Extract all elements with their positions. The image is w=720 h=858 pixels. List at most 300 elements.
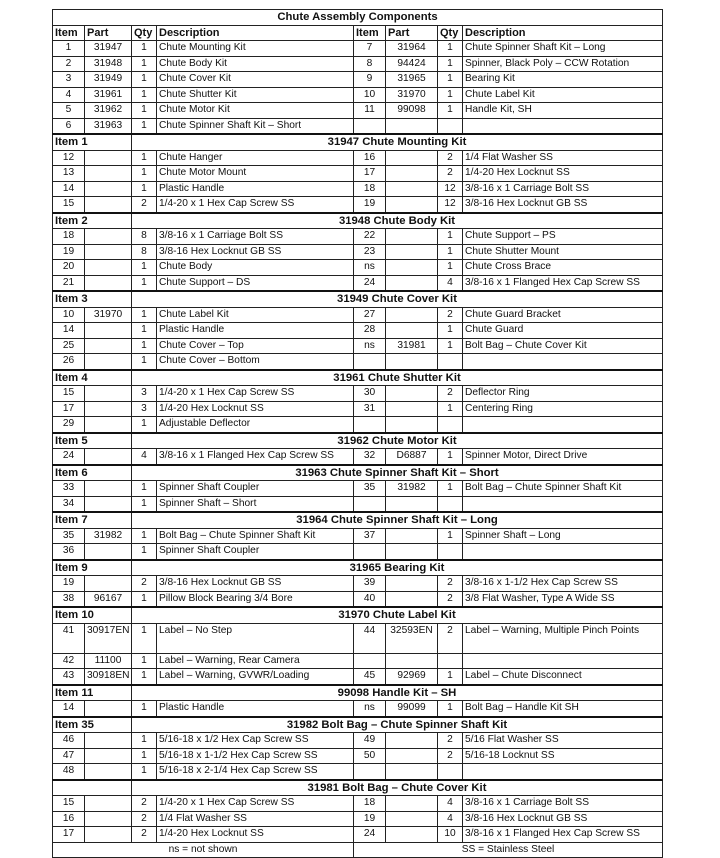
item-cell: 19: [354, 811, 386, 827]
part-cell: [85, 417, 132, 433]
item-cell: 37: [354, 528, 386, 544]
part-cell: 96167: [85, 591, 132, 607]
part-cell: [85, 748, 132, 764]
part-cell: [386, 653, 438, 669]
item-cell: 32: [354, 449, 386, 465]
table-row: [53, 229, 663, 245]
section-header-row: [53, 134, 663, 150]
part-cell: 31947: [85, 41, 132, 57]
description-cell: Bolt Bag – Chute Spinner Shaft Kit: [157, 528, 354, 544]
qty-cell: 1: [132, 669, 157, 685]
item-cell: 22: [354, 229, 386, 245]
qty-cell: 1: [132, 260, 157, 276]
qty-cell: 4: [438, 275, 463, 291]
description-cell: 3/8-16 x 1 Carriage Bolt SS: [463, 181, 663, 197]
qty-cell: 1: [132, 653, 157, 669]
table-row: [53, 669, 663, 685]
description-cell: Pillow Block Bearing 3/4 Bore: [157, 591, 354, 607]
description-cell: Spinner Shaft – Long: [463, 528, 663, 544]
section-kit-title: 31964 Chute Spinner Shaft Kit – Long: [132, 512, 663, 528]
item-cell: 15: [53, 386, 85, 402]
qty-cell: [438, 417, 463, 433]
item-cell: 33: [53, 481, 85, 497]
qty-cell: 1: [132, 623, 157, 653]
description-cell: Spinner Shaft – Short: [157, 496, 354, 512]
part-cell: [386, 118, 438, 134]
part-cell: [85, 764, 132, 780]
section-header-row: [53, 433, 663, 449]
item-cell: 16: [53, 811, 85, 827]
description-cell: Label – Chute Disconnect: [463, 669, 663, 685]
table-row: [53, 528, 663, 544]
description-cell: Chute Guard: [463, 323, 663, 339]
section-kit-title: 31961 Chute Shutter Kit: [132, 370, 663, 386]
description-cell: Chute Support – DS: [157, 275, 354, 291]
part-cell: 31949: [85, 72, 132, 88]
section-header-row: [53, 465, 663, 481]
qty-cell: 1: [132, 41, 157, 57]
part-cell: 30918EN: [85, 669, 132, 685]
section-header-row: [53, 780, 663, 796]
description-cell: Adjustable Deflector: [157, 417, 354, 433]
item-cell: [354, 354, 386, 370]
description-cell: Handle Kit, SH: [463, 103, 663, 119]
part-cell: [386, 528, 438, 544]
item-cell: 20: [53, 260, 85, 276]
table-row: [53, 653, 663, 669]
description-cell: Chute Hanger: [157, 150, 354, 166]
section-kit-title: 31962 Chute Motor Kit: [132, 433, 663, 449]
item-cell: 17: [53, 401, 85, 417]
qty-cell: 1: [132, 591, 157, 607]
item-cell: 49: [354, 733, 386, 749]
item-cell: 5: [53, 103, 85, 119]
item-cell: 39: [354, 576, 386, 592]
part-cell: [85, 811, 132, 827]
item-cell: 38: [53, 591, 85, 607]
part-cell: D6887: [386, 449, 438, 465]
description-cell: Centering Ring: [463, 401, 663, 417]
description-cell: [463, 544, 663, 560]
item-cell: 6: [53, 118, 85, 134]
part-cell: [386, 544, 438, 560]
part-cell: [386, 260, 438, 276]
part-cell: [85, 150, 132, 166]
qty-cell: 1: [132, 733, 157, 749]
table-row: [53, 338, 663, 354]
part-cell: [386, 764, 438, 780]
description-cell: 3/8-16 x 1 Flanged Hex Cap Screw SS: [157, 449, 354, 465]
table-row: [53, 386, 663, 402]
section-kit-title: 31981 Bolt Bag – Chute Cover Kit: [132, 780, 663, 796]
part-cell: 31981: [386, 338, 438, 354]
section-item-label: Item 5: [53, 433, 132, 449]
part-cell: [386, 354, 438, 370]
item-cell: 13: [53, 166, 85, 182]
qty-cell: 1: [132, 496, 157, 512]
table-row: [53, 323, 663, 339]
header-part: Part: [85, 25, 132, 41]
qty-cell: 1: [132, 118, 157, 134]
part-cell: [85, 197, 132, 213]
description-cell: 3/8-16 x 1-1/2 Hex Cap Screw SS: [463, 576, 663, 592]
description-cell: Chute Cover Kit: [157, 72, 354, 88]
item-cell: 24: [53, 449, 85, 465]
description-cell: 1/4 Flat Washer SS: [157, 811, 354, 827]
item-cell: 17: [354, 166, 386, 182]
description-cell: 3/8-16 Hex Locknut GB SS: [157, 244, 354, 260]
qty-cell: 10: [438, 827, 463, 843]
description-cell: Chute Spinner Shaft Kit – Short: [157, 118, 354, 134]
column-header-row: [53, 25, 663, 41]
item-cell: 21: [53, 275, 85, 291]
item-cell: 24: [354, 827, 386, 843]
table-row: [53, 449, 663, 465]
item-cell: 30: [354, 386, 386, 402]
qty-cell: 1: [438, 323, 463, 339]
qty-cell: 2: [438, 623, 463, 653]
item-cell: [354, 118, 386, 134]
part-cell: 31982: [386, 481, 438, 497]
footer-row: [53, 842, 663, 858]
qty-cell: 1: [132, 166, 157, 182]
qty-cell: 1: [438, 260, 463, 276]
part-cell: [85, 386, 132, 402]
item-cell: [354, 544, 386, 560]
item-cell: ns: [354, 338, 386, 354]
section-item-label: Item 2: [53, 213, 132, 229]
qty-cell: 3: [132, 386, 157, 402]
section-item-label: Item 7: [53, 512, 132, 528]
part-cell: [85, 449, 132, 465]
description-cell: Chute Cover – Top: [157, 338, 354, 354]
qty-cell: 2: [438, 307, 463, 323]
part-cell: [85, 260, 132, 276]
qty-cell: 1: [132, 338, 157, 354]
qty-cell: 2: [438, 150, 463, 166]
qty-cell: 2: [132, 827, 157, 843]
item-cell: 34: [53, 496, 85, 512]
item-cell: 28: [354, 323, 386, 339]
item-cell: 42: [53, 653, 85, 669]
part-cell: 31962: [85, 103, 132, 119]
description-cell: Chute Mounting Kit: [157, 41, 354, 57]
qty-cell: 1: [438, 528, 463, 544]
section-kit-title: 31948 Chute Body Kit: [132, 213, 663, 229]
description-cell: Label – Warning, Multiple Pinch Points: [463, 623, 663, 653]
table-row: [53, 275, 663, 291]
description-cell: Chute Shutter Kit: [157, 87, 354, 103]
part-cell: [85, 701, 132, 717]
part-cell: [386, 796, 438, 812]
table-row: [53, 41, 663, 57]
section-kit-title: 31947 Chute Mounting Kit: [132, 134, 663, 150]
item-cell: 10: [53, 307, 85, 323]
item-cell: 9: [354, 72, 386, 88]
qty-cell: 1: [132, 275, 157, 291]
item-cell: 47: [53, 748, 85, 764]
parts-table: [52, 9, 663, 858]
qty-cell: 1: [132, 323, 157, 339]
part-cell: [85, 338, 132, 354]
item-cell: 8: [354, 56, 386, 72]
description-cell: [463, 764, 663, 780]
qty-cell: 1: [438, 72, 463, 88]
item-cell: ns: [354, 260, 386, 276]
header-part: Part: [386, 25, 438, 41]
part-cell: [85, 496, 132, 512]
part-cell: [386, 417, 438, 433]
description-cell: 1/4-20 x 1 Hex Cap Screw SS: [157, 197, 354, 213]
part-cell: [386, 591, 438, 607]
item-cell: 36: [53, 544, 85, 560]
description-cell: Chute Label Kit: [463, 87, 663, 103]
qty-cell: 2: [438, 733, 463, 749]
qty-cell: 1: [438, 401, 463, 417]
part-cell: [85, 481, 132, 497]
header-description: Description: [157, 25, 354, 41]
part-cell: 31970: [386, 87, 438, 103]
qty-cell: 1: [132, 748, 157, 764]
item-cell: 17: [53, 827, 85, 843]
description-cell: Chute Spinner Shaft Kit – Long: [463, 41, 663, 57]
qty-cell: 1: [438, 481, 463, 497]
description-cell: 3/8-16 x 1 Carriage Bolt SS: [463, 796, 663, 812]
description-cell: Plastic Handle: [157, 181, 354, 197]
part-cell: [386, 576, 438, 592]
item-cell: [354, 417, 386, 433]
qty-cell: 1: [438, 103, 463, 119]
description-cell: 1/4-20 Hex Locknut SS: [157, 401, 354, 417]
part-cell: [85, 275, 132, 291]
table-row: [53, 354, 663, 370]
item-cell: 14: [53, 701, 85, 717]
description-cell: 5/16-18 x 1/2 Hex Cap Screw SS: [157, 733, 354, 749]
description-cell: 3/8-16 Hex Locknut GB SS: [463, 197, 663, 213]
part-cell: 31982: [85, 528, 132, 544]
item-cell: 35: [53, 528, 85, 544]
item-cell: 15: [53, 197, 85, 213]
item-cell: 10: [354, 87, 386, 103]
description-cell: Chute Support – PS: [463, 229, 663, 245]
table-row: [53, 701, 663, 717]
header-item: Item: [354, 25, 386, 41]
qty-cell: 2: [438, 386, 463, 402]
part-cell: [85, 229, 132, 245]
header-qty: Qty: [132, 25, 157, 41]
section-item-label: Item 35: [53, 717, 132, 733]
part-cell: 31965: [386, 72, 438, 88]
item-cell: 12: [53, 150, 85, 166]
item-cell: 31: [354, 401, 386, 417]
part-cell: 94424: [386, 56, 438, 72]
item-cell: 29: [53, 417, 85, 433]
description-cell: 3/8-16 x 1 Flanged Hex Cap Screw SS: [463, 275, 663, 291]
part-cell: [386, 827, 438, 843]
qty-cell: [438, 544, 463, 560]
description-cell: Label – Warning, GVWR/Loading: [157, 669, 354, 685]
description-cell: Chute Motor Kit: [157, 103, 354, 119]
item-cell: 14: [53, 323, 85, 339]
item-cell: 19: [53, 244, 85, 260]
description-cell: [463, 653, 663, 669]
description-cell: Spinner Shaft Coupler: [157, 544, 354, 560]
qty-cell: 1: [132, 764, 157, 780]
item-cell: 18: [354, 181, 386, 197]
item-cell: 15: [53, 796, 85, 812]
part-cell: [85, 244, 132, 260]
description-cell: Chute Body: [157, 260, 354, 276]
item-cell: [354, 764, 386, 780]
part-cell: [386, 386, 438, 402]
table-row: [53, 827, 663, 843]
description-cell: Chute Shutter Mount: [463, 244, 663, 260]
description-cell: 1/4-20 x 1 Hex Cap Screw SS: [157, 386, 354, 402]
part-cell: [386, 748, 438, 764]
section-kit-title: 31963 Chute Spinner Shaft Kit – Short: [132, 465, 663, 481]
section-kit-title: 31970 Chute Label Kit: [132, 607, 663, 623]
item-cell: 43: [53, 669, 85, 685]
section-header-row: [53, 291, 663, 307]
item-cell: 46: [53, 733, 85, 749]
description-cell: Spinner Shaft Coupler: [157, 481, 354, 497]
part-cell: [85, 166, 132, 182]
qty-cell: 2: [438, 748, 463, 764]
table-row: [53, 181, 663, 197]
description-cell: Plastic Handle: [157, 323, 354, 339]
qty-cell: 1: [132, 150, 157, 166]
item-cell: 35: [354, 481, 386, 497]
qty-cell: 1: [132, 417, 157, 433]
qty-cell: [438, 496, 463, 512]
table-row: [53, 417, 663, 433]
header-qty: Qty: [438, 25, 463, 41]
part-cell: [85, 181, 132, 197]
description-cell: Bolt Bag – Handle Kit SH: [463, 701, 663, 717]
table-row: [53, 244, 663, 260]
qty-cell: 1: [438, 87, 463, 103]
part-cell: [386, 811, 438, 827]
item-cell: 16: [354, 150, 386, 166]
qty-cell: 8: [132, 244, 157, 260]
part-cell: 92969: [386, 669, 438, 685]
part-cell: 31963: [85, 118, 132, 134]
qty-cell: 1: [438, 669, 463, 685]
description-cell: Spinner, Black Poly – CCW Rotation: [463, 56, 663, 72]
qty-cell: 1: [132, 544, 157, 560]
description-cell: 3/8-16 Hex Locknut GB SS: [463, 811, 663, 827]
part-cell: [386, 307, 438, 323]
table-row: [53, 764, 663, 780]
table-row: [53, 150, 663, 166]
item-cell: [354, 653, 386, 669]
part-cell: [85, 323, 132, 339]
part-cell: [386, 150, 438, 166]
description-cell: [463, 354, 663, 370]
part-cell: 11100: [85, 653, 132, 669]
table-row: [53, 307, 663, 323]
description-cell: 5/16-18 x 2-1/4 Hex Cap Screw SS: [157, 764, 354, 780]
qty-cell: [438, 764, 463, 780]
section-item-label: Item 9: [53, 560, 132, 576]
qty-cell: 2: [132, 811, 157, 827]
description-cell: 1/4-20 x 1 Hex Cap Screw SS: [157, 796, 354, 812]
part-cell: 31961: [85, 87, 132, 103]
description-cell: 3/8 Flat Washer, Type A Wide SS: [463, 591, 663, 607]
description-cell: 1/4-20 Hex Locknut SS: [463, 166, 663, 182]
qty-cell: 1: [132, 481, 157, 497]
table-row: [53, 118, 663, 134]
description-cell: [463, 118, 663, 134]
part-cell: [85, 354, 132, 370]
qty-cell: 4: [132, 449, 157, 465]
section-item-label: Item 3: [53, 291, 132, 307]
description-cell: 5/16-18 Locknut SS: [463, 748, 663, 764]
section-kit-title: 31982 Bolt Bag – Chute Spinner Shaft Kit: [132, 717, 663, 733]
qty-cell: 4: [438, 796, 463, 812]
table-row: [53, 87, 663, 103]
qty-cell: 1: [132, 528, 157, 544]
description-cell: Chute Motor Mount: [157, 166, 354, 182]
part-cell: [386, 401, 438, 417]
description-cell: Chute Cover – Bottom: [157, 354, 354, 370]
table-row: [53, 56, 663, 72]
item-cell: 19: [53, 576, 85, 592]
item-cell: 48: [53, 764, 85, 780]
table-row: [53, 481, 663, 497]
description-cell: Chute Label Kit: [157, 307, 354, 323]
item-cell: 45: [354, 669, 386, 685]
part-cell: 30917EN: [85, 623, 132, 653]
section-item-label: Item 4: [53, 370, 132, 386]
table-row: [53, 576, 663, 592]
qty-cell: 1: [132, 72, 157, 88]
section-item-label: Item 6: [53, 465, 132, 481]
item-cell: 2: [53, 56, 85, 72]
qty-cell: 1: [438, 56, 463, 72]
description-cell: [463, 417, 663, 433]
qty-cell: 12: [438, 197, 463, 213]
section-kit-title: 99098 Handle Kit – SH: [132, 685, 663, 701]
description-cell: Chute Guard Bracket: [463, 307, 663, 323]
item-cell: 41: [53, 623, 85, 653]
table-row: [53, 103, 663, 119]
description-cell: Label – No Step: [157, 623, 354, 653]
qty-cell: [438, 354, 463, 370]
section-item-label: [53, 780, 132, 796]
section-item-label: Item 10: [53, 607, 132, 623]
part-cell: [386, 166, 438, 182]
part-cell: 31970: [85, 307, 132, 323]
table-row: [53, 811, 663, 827]
section-kit-title: 31949 Chute Cover Kit: [132, 291, 663, 307]
part-cell: [85, 796, 132, 812]
section-header-row: [53, 607, 663, 623]
part-cell: [85, 576, 132, 592]
description-cell: 3/8-16 Hex Locknut GB SS: [157, 576, 354, 592]
part-cell: [85, 544, 132, 560]
part-cell: [85, 827, 132, 843]
description-cell: Bearing Kit: [463, 72, 663, 88]
qty-cell: 1: [438, 41, 463, 57]
section-item-label: Item 1: [53, 134, 132, 150]
description-cell: [463, 496, 663, 512]
part-cell: [386, 496, 438, 512]
table-row: [53, 733, 663, 749]
table-row: [53, 591, 663, 607]
qty-cell: 1: [438, 701, 463, 717]
item-cell: ns: [354, 701, 386, 717]
